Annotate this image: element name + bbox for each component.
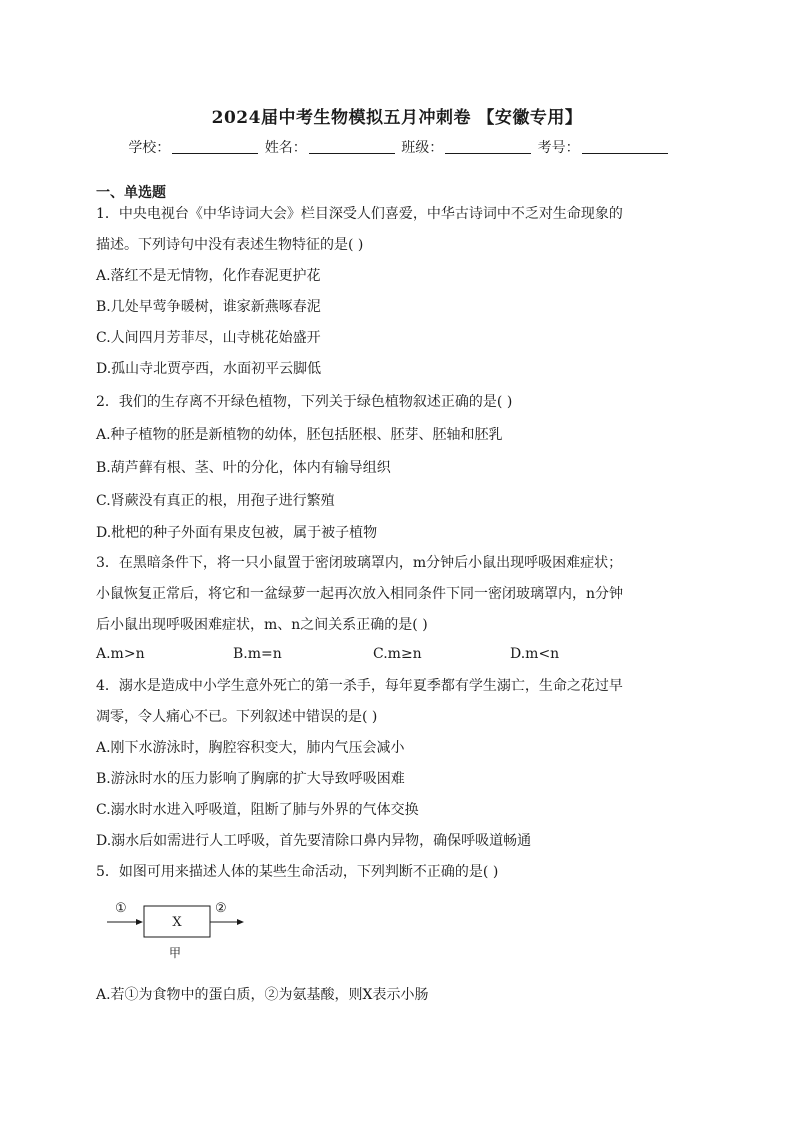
class-blank[interactable] — [445, 139, 531, 154]
q3-option-a: A.m>n — [96, 646, 145, 662]
q1-option-a: A.落红不是无情物，化作春泥更护花 — [96, 268, 321, 284]
q2-option-a: A.种子植物的胚是新植物的幼体，胚包括胚根、胚芽、胚轴和胚乳 — [96, 427, 503, 443]
school-label: 学校： — [128, 140, 171, 156]
name-label: 姓名： — [264, 140, 307, 156]
q4-stem-line2: 凋零，令人痛心不已。下列叙述中错误的是( ) — [96, 709, 378, 725]
q3-option-d: D.m<n — [510, 646, 560, 662]
q3-stem-line2: 小鼠恢复正常后，将它和一盆绿萝一起再次放入相同条件下同一密闭玻璃罩内，n分钟 — [96, 586, 624, 602]
q1-stem-line2: 描述。下列诗句中没有表述生物特征的是( ) — [96, 237, 364, 253]
q2-option-b: B.葫芦藓有根、茎、叶的分化，体内有输导组织 — [96, 460, 391, 476]
diagram-output-label: ② — [215, 901, 227, 916]
school-blank[interactable] — [172, 139, 258, 154]
name-blank[interactable] — [309, 139, 395, 154]
page-title: 2024届中考生物模拟五月冲刺卷 【安徽专用】 — [211, 108, 583, 128]
q1-stem-line1: 1．中央电视台《中华诗词大会》栏目深受人们喜爱，中华古诗词中不乏对生命现象的 — [96, 206, 623, 222]
process-diagram — [105, 898, 265, 968]
q2-stem: 2．我们的生存离不开绿色植物，下列关于绿色植物叙述正确的是( ) — [96, 394, 513, 410]
q2-option-d: D.枇杷的种子外面有果皮包被，属于被子植物 — [96, 525, 378, 541]
diagram-output-arrowhead — [237, 919, 244, 925]
diagram-caption: 甲 — [168, 946, 182, 960]
q3-stem-line1: 3．在黑暗条件下，将一只小鼠置于密闭玻璃罩内，m分钟后小鼠出现呼吸困难症状； — [96, 555, 623, 571]
q3-options-row — [96, 646, 696, 666]
student-info-row — [0, 137, 794, 157]
q3-option-c: C.m≥n — [373, 646, 422, 662]
q4-option-b: B.游泳时水的压力影响了胸廓的扩大导致呼吸困难 — [96, 771, 405, 787]
diagram-input-label: ① — [115, 901, 127, 916]
q1-option-b: B.几处早莺争暖树，谁家新燕啄春泥 — [96, 299, 321, 315]
q4-option-a: A.刚下水游泳时，胸腔容积变大，肺内气压会减小 — [96, 740, 405, 756]
q3-option-b: B.m=n — [233, 646, 282, 662]
diagram-input-arrowhead — [136, 919, 143, 925]
exam-number-label: 考号： — [537, 140, 580, 156]
q4-option-d: D.溺水后如需进行人工呼吸，首先要清除口鼻内异物，确保呼吸道畅通 — [96, 833, 532, 849]
exam-number-blank[interactable] — [582, 139, 668, 154]
class-label: 班级： — [401, 140, 444, 156]
q4-stem-line1: 4．溺水是造成中小学生意外死亡的第一杀手，每年夏季都有学生溺亡，生命之花过早 — [96, 678, 623, 694]
q3-stem-line3: 后小鼠出现呼吸困难症状，m、n之间关系正确的是( ) — [96, 617, 428, 633]
diagram-box-label: X — [172, 915, 182, 930]
q4-option-c: C.溺水时水进入呼吸道，阻断了肺与外界的气体交换 — [96, 802, 419, 818]
section-heading: 一、单选题 — [96, 185, 166, 201]
q1-option-d: D.孤山寺北贾亭西，水面初平云脚低 — [96, 361, 322, 377]
q5-option-a: A.若①为食物中的蛋白质，②为氨基酸，则X表示小肠 — [96, 987, 429, 1003]
q2-option-c: C.肾蕨没有真正的根，用孢子进行繁殖 — [96, 493, 335, 509]
q5-stem: 5．如图可用来描述人体的某些生命活动，下列判断不正确的是( ) — [96, 864, 499, 880]
q1-option-c: C.人间四月芳菲尽，山寺桃花始盛开 — [96, 330, 321, 346]
